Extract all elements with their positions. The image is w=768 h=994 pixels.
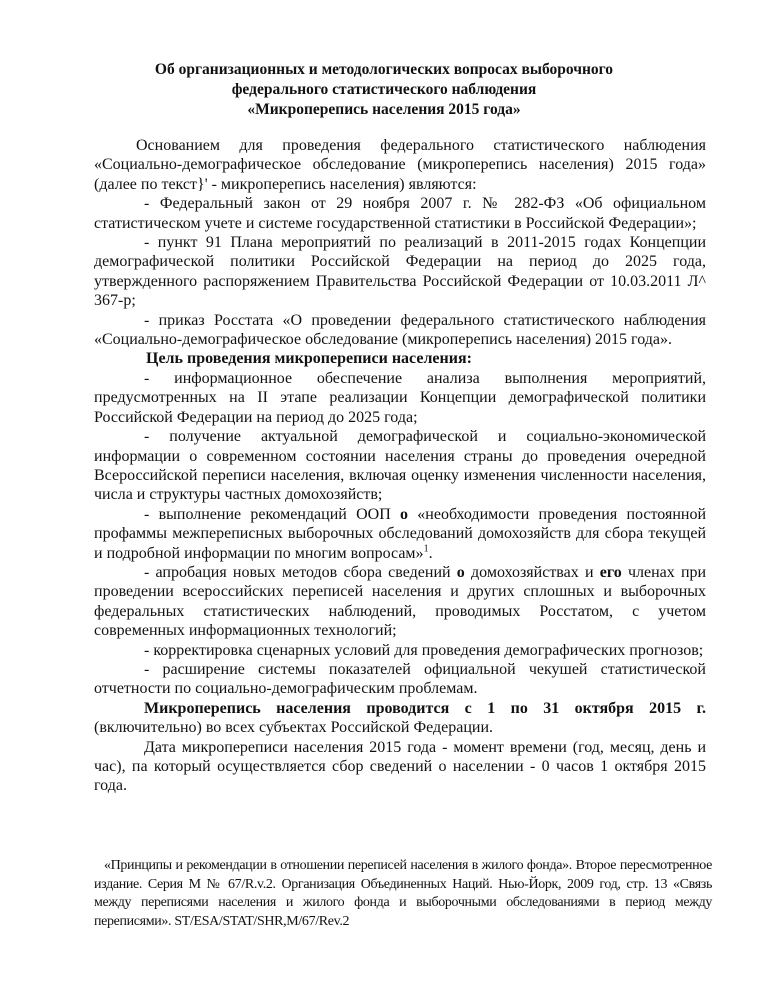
footnote-text: «Принципы и рекомендации в отношении переписей населения в жилого фонда». Второе пересмотренное издание. Серия М № 67/R.v.2. Организация Объединенных Наций. Нью-Йорк, 2009 год, стр. 13 «Связь между переписями населения и жилого фонда и выборочными обследованиями в период между переписями». ST/ESA/STAT/SHR,M/67/Rev.2: [94, 858, 712, 929]
title-line-2: федерального статистического наблюдения: [231, 81, 537, 98]
paragraph-rosstat-order: - приказ Росстата «О проведении федерального статистического наблюдения «Социально-демографическое обследование (микроперепись населения) 2015 года».: [94, 311, 706, 349]
goal-item-3-text: - выполнение рекомендаций ООП: [144, 505, 391, 523]
paragraph-plan-item: - пункт 91 Плана мероприятий по реализаций в 2011-2015 годах Концепции демографической политики Российской Федерации на период до 2025 года, утвержденного распоряжением Правительства Российской Федерации от 10.03.2011 Л^ 367-р;: [94, 234, 706, 310]
paragraph-federal-law: - Федеральный закон от 29 ноября 2007 г. № 282-ФЗ «Об официальном статистическом учете и системе государственной статистики в Российской Федерации»;: [94, 195, 706, 232]
goal-item-4: [94, 563, 706, 641]
goal-item-4-c: членах при проведении всероссийских переписей населения и других сплошных и выборочных федеральных статистических наблюдений, проводимых Росстатом, с учетом современных информационных технологий;: [94, 563, 707, 640]
goal-item-2: - получение актуальной демографической и социально-экономической информации о современном состоянии населения страны до проведения очередной Всероссийской переписи населения, включая оценку изменения численности населения, числа и структуры частных домохозяйств;: [94, 428, 706, 504]
period-bold: Микроперепись населения проводится с 1 по 31 октября 2015 г.: [144, 699, 706, 717]
title-line-3: «Микроперепись населения 2015 года»: [247, 101, 521, 118]
goal-item-4-bold-1: о: [456, 563, 465, 581]
document-title: [80, 60, 688, 120]
goal-item-6: - расширение системы показателей официальной чекушей статистической отчетности по социально-демографическим проблемам.: [94, 660, 706, 698]
goal-item-3: [94, 505, 706, 563]
paragraph-period: [94, 699, 706, 738]
goal-item-3-rest: «необходимости проведения постоянной профаммы межпереписных выборочных обследований домохозяйств для сбора текущей и подробной информации по многим вопросам»: [94, 505, 707, 562]
goal-item-3-end: .: [428, 544, 433, 562]
paragraph-basis: Основанием для проведения федерального статистического наблюдения «Социально-демографическое обследование (микроперепись населения) 2015 года» (далее по текст}' - микроперепись населения) являются:: [94, 137, 706, 193]
footnote: [94, 857, 712, 931]
goal-item-4-bold-2: его: [599, 563, 622, 581]
goal-heading: Цель проведения микропереписи населения:: [146, 350, 472, 368]
document-body: [94, 136, 706, 796]
paragraph-census-date: Дата микропереписи населения 2015 года - момент времени (год, месяц, день и час), па который осуществляется сбор сведений о населении - 0 часов 1 октября 2015 года.: [94, 738, 706, 795]
title-line-1: Об организационных и методологических вопросах выборочного: [154, 61, 614, 78]
goal-item-4-a: - апробация новых методов сбора сведений: [144, 563, 451, 581]
footnote-ref: 1: [423, 543, 429, 555]
goal-item-3-bold: о: [400, 505, 409, 523]
goal-item-5: - корректировка сценарных условий для проведения демографических прогнозов;: [144, 641, 704, 659]
goal-item-1: - информационное обеспечение анализа выполнения мероприятий, предусмотренных на II этапе реализации Концепции демографической политики Российской Федерации на период до 2025 года;: [94, 369, 706, 426]
period-rest: (включительно) во всех субъектах Российской Федерации.: [94, 719, 494, 737]
goal-item-4-b: домохозяйствах и: [471, 563, 594, 581]
